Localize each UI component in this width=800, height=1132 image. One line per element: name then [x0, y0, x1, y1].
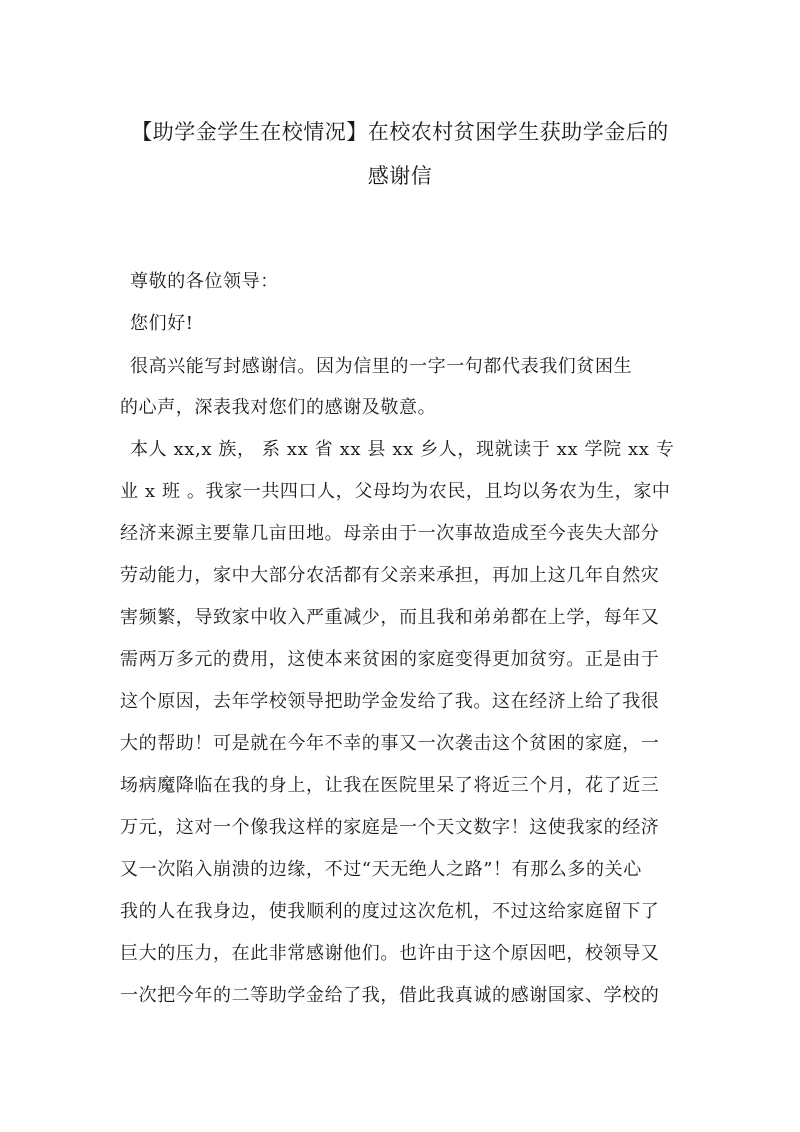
- body-line-11: 场病魔降临在我的身上，让我在医院里呆了将近三个月，花了近三: [120, 775, 660, 796]
- body-line-3: 本人 xx,x 族， 系 xx 省 xx 县 xx 乡人，现就读于 xx 学院 xx 专: [130, 439, 675, 460]
- body-line-14: 我的人在我身边，使我顺利的度过这次危机，不过这给家庭留下了: [120, 901, 660, 922]
- body-line-5: 经济来源主要靠几亩田地。母亲由于一次事故造成至今丧失大部分: [120, 523, 660, 544]
- body-line-2: 的心声，深表我对您们的感谢及敬意。: [120, 397, 437, 418]
- body-line-16: 一次把今年的二等助学金给了我，借此我真诚的感谢国家、学校的: [120, 985, 660, 1006]
- body-line-4: 业 x 班 。我家一共四口人，父母均为农民，且均以务农为生，家中: [120, 481, 671, 502]
- body-line-8: 需两万多元的费用，这使本来贫困的家庭变得更加贫穷。正是由于: [120, 649, 660, 670]
- salutation: 尊敬的各位领导：: [130, 271, 279, 292]
- greeting: 您们好!: [130, 313, 194, 334]
- document-title-line-1: 【助学金学生在校情况】在校农村贫困学生获助学金后的: [131, 120, 669, 144]
- body-line-13: 又一次陷入崩溃的边缘，不过“天无绝人之路”！有那么多的关心: [120, 859, 642, 880]
- body-line-12: 万元，这对一个像我这样的家庭是一个天文数字！这使我家的经济: [120, 817, 660, 838]
- body-line-15: 巨大的压力，在此非常感谢他们。也许由于这个原因吧，校领导又: [120, 943, 660, 964]
- body-line-7: 害频繁，导致家中收入严重减少，而且我和弟弟都在上学，每年又: [120, 607, 660, 628]
- body-line-9: 这个原因，去年学校领导把助学金发给了我。这在经济上给了我很: [120, 691, 660, 712]
- body-line-10: 大的帮助！可是就在今年不幸的事又一次袭击这个贫困的家庭，一: [120, 733, 660, 754]
- document-title-line-2: 感谢信: [367, 164, 433, 188]
- body-line-6: 劳动能力，家中大部分农活都有父亲来承担，再加上这几年自然灾: [120, 565, 660, 586]
- body-line-1: 很高兴能写封感谢信。因为信里的一字一句都代表我们贫困生: [130, 356, 633, 377]
